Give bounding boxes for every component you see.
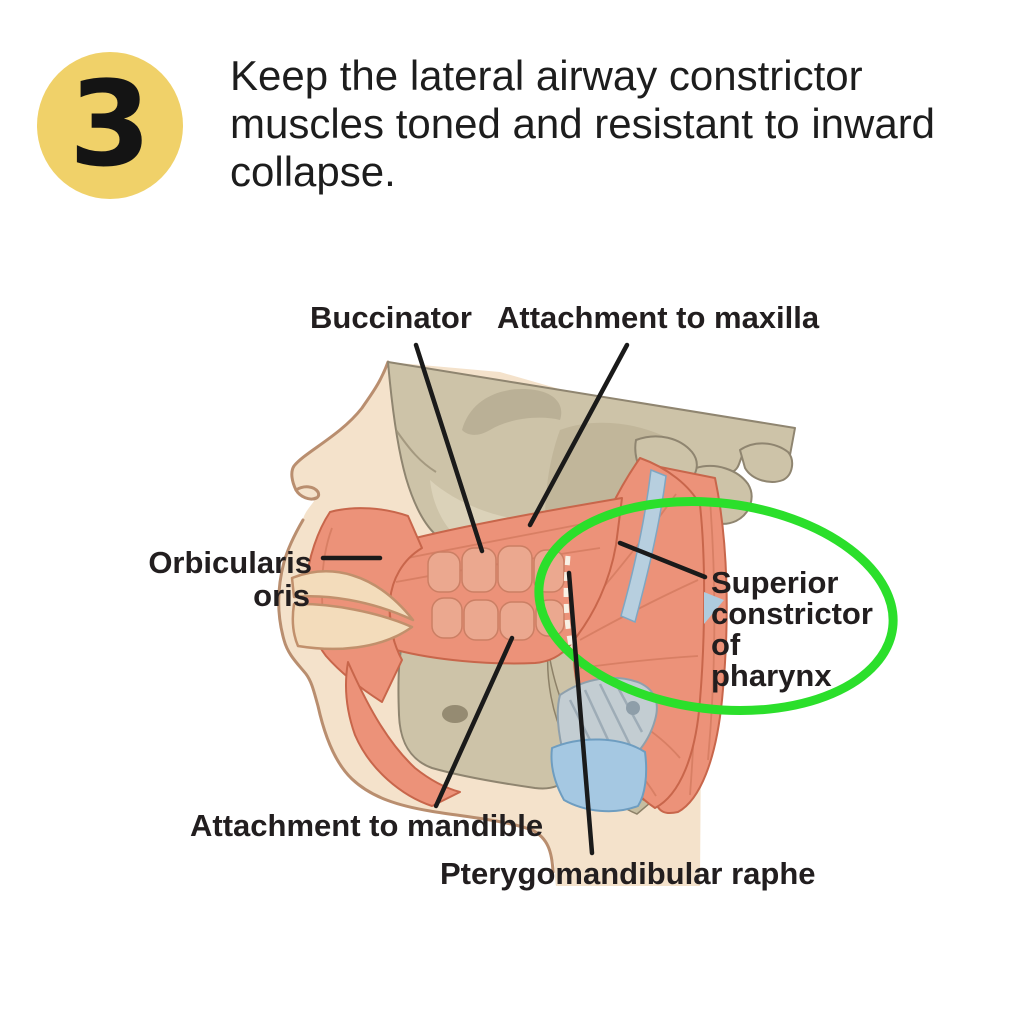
label-buccinator: Buccinator [310, 300, 472, 335]
step-number: 3 [68, 54, 152, 193]
thyroid-cartilage [552, 739, 647, 811]
label-orbicularis-line1: Orbicularis [148, 545, 312, 580]
step-description: Keep the lateral airway constrictor muscles toned and resistant to inward collapse. [230, 52, 936, 195]
label-superior-line4: pharynx [711, 658, 832, 693]
label-superior-line2: constrictor [711, 596, 873, 631]
label-attachment-maxilla: Attachment to maxilla [497, 300, 820, 335]
ear-knob [740, 443, 792, 481]
cartilage-dot [626, 701, 640, 715]
label-orbicularis-line2: oris [253, 578, 310, 613]
label-attachment-mandible: Attachment to mandible [190, 808, 544, 843]
label-superior-line1: Superior [711, 565, 839, 600]
label-raphe: Pterygomandibular raphe [440, 856, 816, 891]
mental-foramen [442, 705, 468, 723]
label-superior-line3: of [711, 627, 741, 662]
